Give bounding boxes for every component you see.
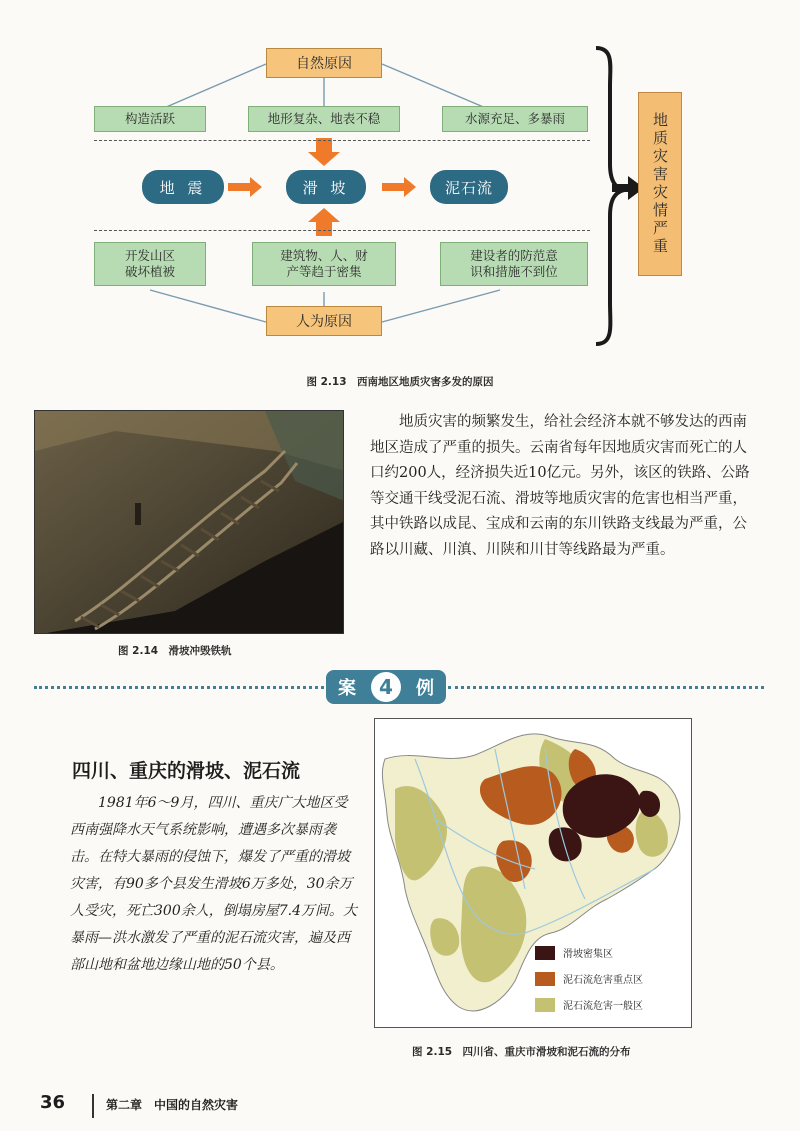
page-number: 36 [40, 1092, 66, 1113]
hazard-earthquake: 地 震 [142, 170, 224, 204]
figure-2-14-caption: 图 2.14 滑坡冲毁铁轨 [118, 645, 232, 657]
map-legend [535, 945, 685, 1021]
landslide-railway-photo [34, 410, 344, 634]
footer-chapter: 第二章 中国的自然灾害 [106, 1098, 239, 1112]
hazard-debris-flow: 泥石流 [430, 170, 508, 204]
distribution-map [374, 718, 692, 1028]
cause-diagram [90, 40, 690, 360]
case-banner [326, 670, 446, 704]
legend-item-debris-general [535, 997, 643, 1012]
legend-swatch-debris-general [535, 998, 555, 1012]
legend-swatch-debris-key [535, 972, 555, 986]
natural-cause-box: 自然原因 [266, 48, 382, 78]
divider-top [94, 140, 590, 141]
case-divider-left [34, 686, 324, 689]
hazard-landslide: 滑 坡 [286, 170, 366, 204]
result-text: 地质灾害灾情严重 [651, 112, 669, 256]
legend-label-landslide: 滑坡密集区 [563, 949, 613, 960]
case-divider-right [448, 686, 764, 689]
result-box [638, 92, 682, 276]
natural-factor-water: 水源充足、多暴雨 [442, 106, 588, 132]
human-cause-box: 人为原因 [266, 306, 382, 336]
footer-divider [92, 1094, 94, 1118]
legend-label-debris-key: 泥石流危害重点区 [563, 975, 643, 986]
legend-label-debris-general: 泥石流危害一般区 [563, 1001, 643, 1012]
railway-illustration [35, 411, 344, 634]
natural-factor-tectonic: 构造活跃 [94, 106, 206, 132]
case-title: 四川、重庆的滑坡、泥石流 [72, 760, 301, 782]
case-body: 1981年6～9月，四川、重庆广大地区受西南强降水天气系统影响，遭遇多次暴雨袭击。在特大暴雨的侵蚀下，爆发了严重的滑坡灾害，有90多个县发生滑坡6万多处，30余万人受灾，死亡300余人，倒塌房屋7.4万间。大暴雨—洪水激发了严重的泥石流灾害，遍及西部山地和盆地边缘山地的50个县。 [70, 795, 357, 973]
figure-2-13-caption: 图 2.13 西南地区地质灾害多发的原因 [306, 376, 494, 388]
natural-factor-terrain: 地形复杂、地表不稳 [248, 106, 400, 132]
legend-item-debris-key [535, 971, 643, 986]
legend-item-landslide [535, 945, 613, 960]
human-factor-density: 建筑物、人、财 产等趋于密集 [252, 242, 396, 286]
case-banner-number: 4 [371, 672, 401, 702]
divider-bottom [94, 230, 590, 231]
case-banner-right: 例 [416, 678, 434, 699]
human-factor-prevention: 建设者的防范意 识和措施不到位 [440, 242, 588, 286]
human-factor-development: 开发山区 破坏植被 [94, 242, 206, 286]
case-banner-left: 案 [338, 678, 356, 699]
figure-2-15-caption: 图 2.15 四川省、重庆市滑坡和泥石流的分布 [412, 1046, 631, 1058]
losses-paragraph: 地质灾害的频繁发生，给社会经济本就不够发达的西南地区造成了严重的损失。云南省每年因地质灾害而死亡的人口约200人，经济损失近10亿元。另外，该区的铁路、公路等交通干线受泥石流、滑坡等地质灾害的危害也相当严重，其中铁路以成昆、宝成和云南的东川铁路支线最为严重，公路以川藏、川滇、川陕和川甘等线路最为严重。 [370, 414, 750, 558]
legend-swatch-landslide [535, 946, 555, 960]
